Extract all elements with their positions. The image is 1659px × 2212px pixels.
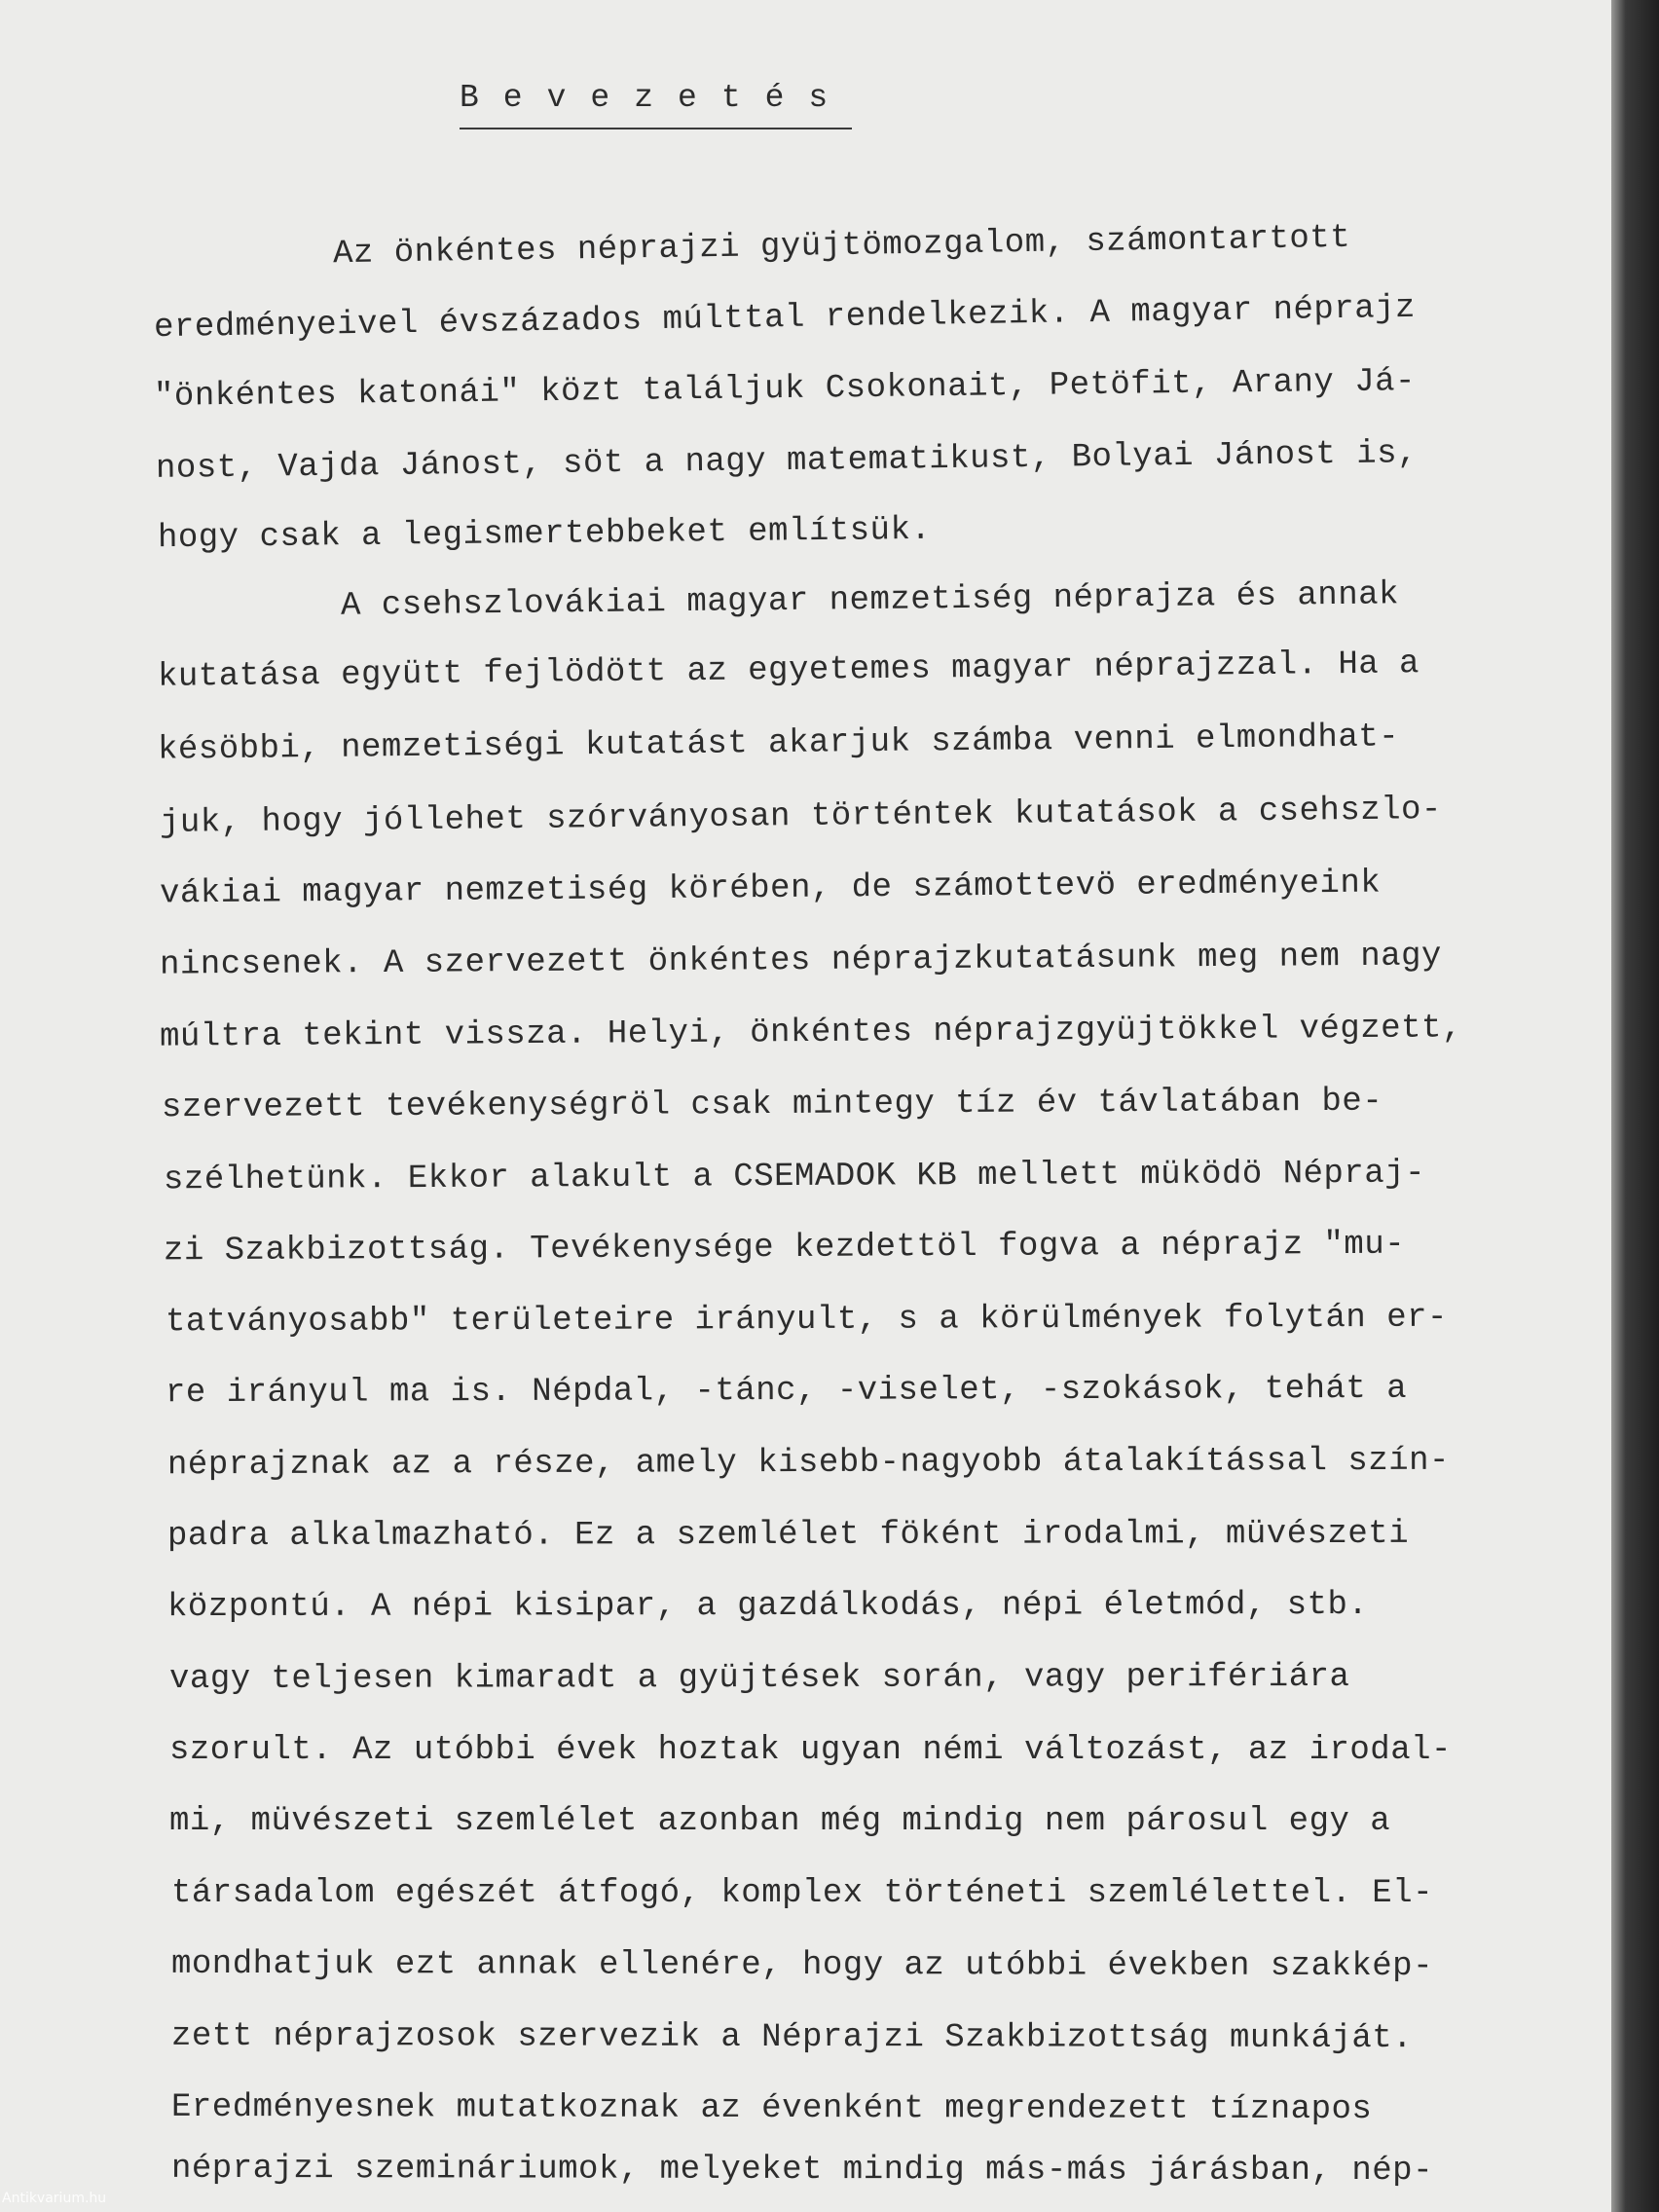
watermark: Antikvarium.hu — [2, 2191, 107, 2206]
text-line: Az önkéntes néprajzi gyüjtömozgalom, számontartott — [332, 219, 1351, 274]
text-line: eredményeivel évszázados múlttal rendelkezik. A magyar néprajz — [153, 289, 1417, 348]
text-line: zi Szakbizottság. Tevékenysége kezdettöl fogva a néprajz "mu- — [163, 1226, 1406, 1271]
text-line: késöbbi, nemzetiségi kutatást akarjuk számba venni elmondhat- — [157, 719, 1400, 769]
text-line: "önkéntes katonái" közt találjuk Csokonait, Petöfit, Arany Já- — [153, 363, 1417, 416]
text-line: múltra tekint vissza. Helyi, önkéntes néprajzgyüjtökkel végzett, — [159, 1010, 1462, 1056]
text-line: néprajzi szemináriumok, melyeket mindig más-más járásban, nép- — [170, 2150, 1434, 2191]
text-line: mondhatjuk ezt annak ellenére, hogy az utóbbi években szakkép- — [170, 1945, 1434, 1986]
text-line: nost, Vajda Jánost, söt a nagy matematikust, Bolyai Jánost is, — [155, 435, 1419, 488]
text-line: néprajznak az a része, amely kisebb-nagyobb átalakítással szín- — [166, 1442, 1450, 1485]
page-title: Bevezetés — [460, 80, 852, 129]
text-line: tatványosabb" területeire irányult, s a körülmények folytán er- — [165, 1299, 1448, 1342]
page-edge-shadow — [1611, 0, 1659, 2212]
text-line: padra alkalmazható. Ez a szemlélet föként irodalmi, müvészeti — [166, 1515, 1410, 1556]
text-line: A csehszlovákiai magyar nemzetiség néprajza és annak — [340, 576, 1400, 625]
text-line: zett néprajzosok szervezik a Néprajzi Szakbizottság munkáját. — [170, 2017, 1414, 2058]
text-line: mi, müvészeti szemlélet azonban még mindig nem párosul egy a — [169, 1803, 1391, 1840]
text-line: Eredményesnek mutatkoznak az évenként megrendezett tíznapos — [170, 2088, 1373, 2129]
text-line: szervezett tevékenységröl csak mintegy tíz év távlatában be- — [161, 1083, 1383, 1127]
text-line: kutatása együtt fejlödött az egyetemes magyar néprajzzal. Ha a — [157, 645, 1420, 696]
text-line: szélhetünk. Ekkor alakult a CSEMADOK KB mellett müködö Népraj- — [163, 1155, 1426, 1199]
text-line: hogy csak a legismertebbeket említsük. — [157, 511, 932, 558]
text-line: vákiai magyar nemzetiség körében, de számottevö eredményeink — [159, 865, 1382, 913]
text-line: szorult. Az utóbbi évek hoztak ugyan némi változást, az irodal- — [169, 1732, 1452, 1769]
text-line: társadalom egészét átfogó, komplex történeti szemlélettel. El- — [171, 1875, 1434, 1912]
text-line: központú. A népi kisipar, a gazdálkodás, népi életmód, stb. — [166, 1586, 1369, 1627]
text-line: juk, hogy jóllehet szórványosan történtek kutatások a csehszlo- — [159, 792, 1443, 842]
text-line: nincsenek. A szervezett önkéntes néprajzkutatásunk meg nem nagy — [159, 938, 1443, 984]
text-line: vagy teljesen kimaradt a gyüjtések során, vagy perifériára — [168, 1658, 1350, 1699]
text-line: re irányul ma is. Népdal, -tánc, -viselet, -szokások, tehát a — [165, 1370, 1408, 1413]
